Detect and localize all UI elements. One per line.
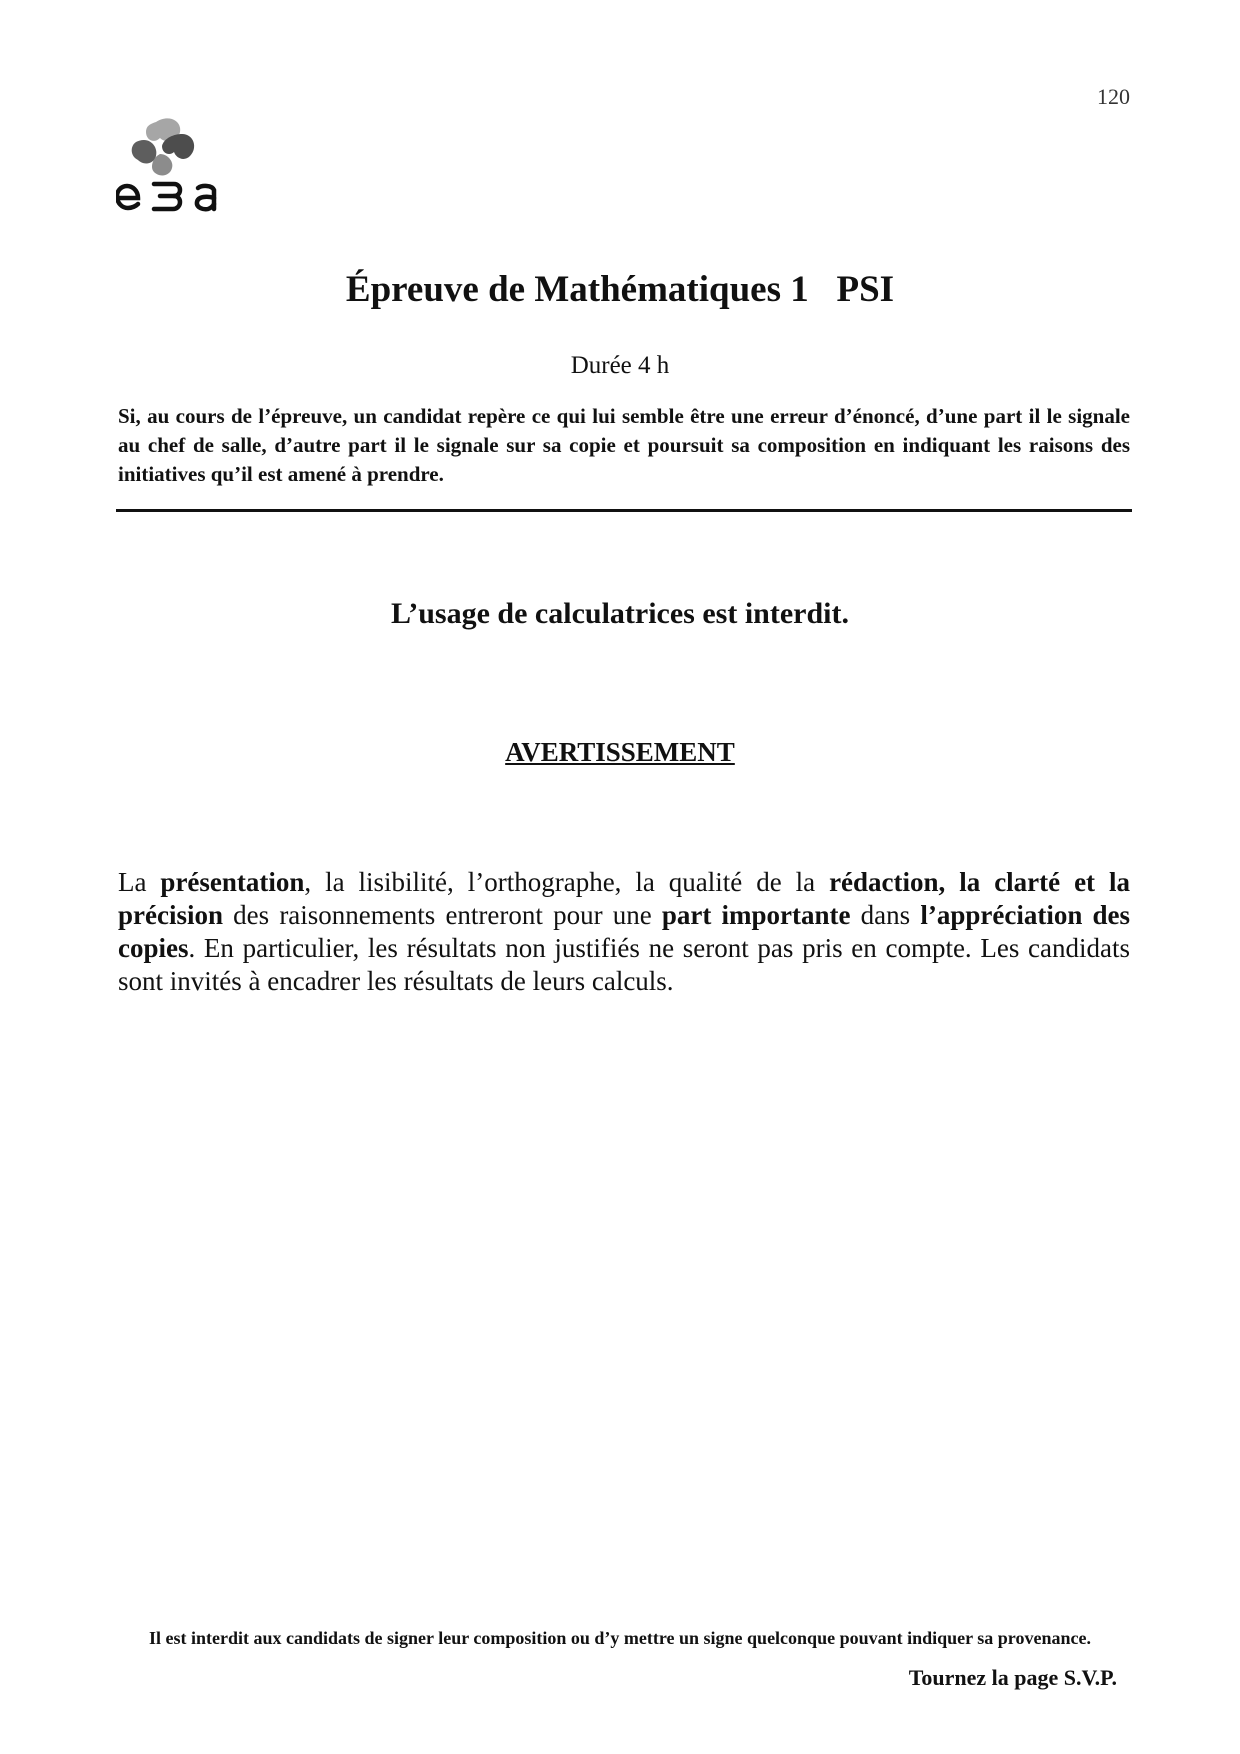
e3a-logo-mark — [116, 114, 226, 214]
warning-emphasis: part importante — [661, 900, 851, 930]
signature-prohibition-notice: Il est interdit aux candidats de signer leur composition ou d’y mettre un signe quelconque pouvant indiquer sa provenance. — [149, 1628, 1091, 1648]
warning-text-segment: , la lisibilité, l’orthographe, la qualité de la — [304, 867, 830, 897]
e3a-logo — [116, 114, 226, 214]
warning-text-segment: La — [118, 867, 161, 897]
warning-text-segment: dans — [850, 900, 921, 930]
exam-duration: Durée 4 h — [570, 352, 670, 379]
exam-title: Épreuve de Mathématiques 1 PSI — [345, 269, 895, 310]
e3a-wordmark — [117, 184, 214, 209]
warning-heading: AVERTISSEMENT — [505, 737, 735, 767]
error-notice-paragraph: Si, au cours de l’épreuve, un candidat repère ce qui lui semble être une erreur d’énoncé, d’une part il le signale au chef de salle, d’autre part il le signale sur sa copie et poursuit sa composition en indiquant les raisons des initiatives qu’il est amené à prendre. — [118, 404, 1130, 486]
warning-emphasis: rédaction, la clarté et la précision — [118, 867, 1130, 930]
horizontal-divider — [116, 509, 1132, 512]
warning-emphasis: présentation — [160, 867, 305, 897]
warning-text-segment: des raisonnements entreront pour une — [223, 900, 662, 930]
page-number: 120 — [1097, 84, 1130, 109]
warning-paragraph — [118, 866, 1130, 998]
calculator-rule: L’usage de calculatrices est interdit. — [391, 597, 849, 630]
turn-page-note: Tournez la page S.V.P. — [908, 1665, 1117, 1690]
warning-emphasis: l’appréciation des copies — [118, 900, 1131, 963]
warning-text-segment: . En particulier, les résultats non justifiés ne seront pas pris en compte. Les candidats sont invités à encadrer les résultats de leurs calculs. — [118, 933, 1130, 996]
e3a-emblem-icon — [132, 118, 194, 175]
